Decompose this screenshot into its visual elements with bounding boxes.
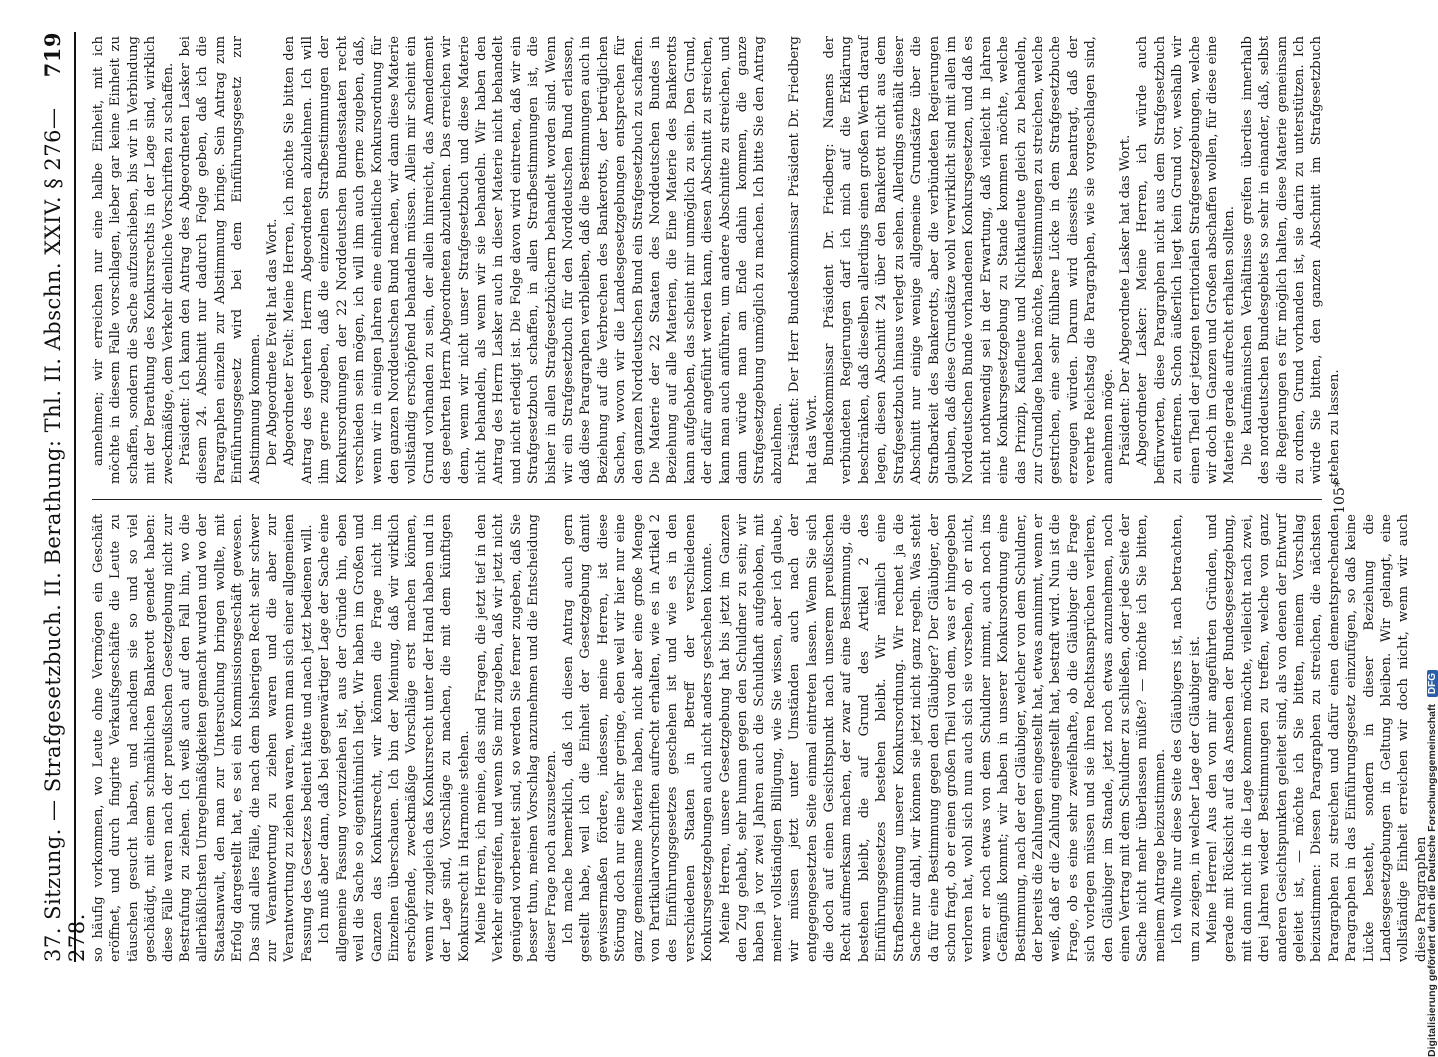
right-text-column	[90, 36, 1342, 484]
running-header	[40, 32, 89, 962]
paragraph: Meine Herren, ich meine, das sind Fragen, die jetzt tief in den Verkehr eingreifen, und wenn Sie mir zugeben, daß wir jetzt nicht genügend vorbereitet sind, so werden Sie ferner zugeben, daß Sie besser thun, meinen Vorschlag anzunehmen und die Entscheidung dieser Frage noch auszusetzen.	[473, 514, 559, 962]
paragraph: Ich wollte nur diese Seite des Gläubigers ist, nach betrachten, um zu zeigen, in welcher Lage der Gläubiger ist.	[1170, 514, 1203, 962]
dfg-logo: DFG	[1427, 670, 1438, 697]
paragraph: Bundeskommissar Präsident Dr. Friedberg: Namens der verbündeten Regierungen darf ich mich auf die Erklärung beschränken, daß dieselben allerdings einen großen Werth darauf legen, diesen Abschnitt 24 über den Bankerott nicht aus dem Strafgesetzbuch hinaus verlegt zu sehen. Allerdings enthält dieser Abschnitt nur einige wenige allgemeine Grundsätze über die Strafbarkeit des Bankerotts, aber die verbündeten Regierungen glauben, daß diese Grundsätze wohl verwirklicht sind mit allen im Norddeutschen Bunde vorhandenen Konkursgesetzen, und daß es nicht nothwendig sei in der Erwartung, daß vielleicht in Jahren eine Konkursgesetzgebung zu Stande kommen möchte, welche das Prinzip, Kaufleute und Nichtkaufleute gleich zu behandeln, zur Grundlage haben möchte, Bestimmungen zu streichen, welche gestrichen, eine sehr fühlbare Lücke in dem Strafgesetzbuche erzeugen würden. Darum wird diesseits beantragt, daß der verehrte Reichstag die Paragraphen, wie sie vorgeschlagen sind, annehmen möge.	[822, 36, 1116, 484]
column-divider	[92, 499, 1322, 500]
paragraph: Der Abgeordnete Evelt hat das Wort.	[265, 218, 281, 466]
paragraph: Die kaufmännischen Verhältnisse greifen überdies innerhalb des norddeutschen Bundesgebiets so sehr in einander, daß, selbst die Regierungen es für möglich halten, diese Materie gemeinsam zu ordnen, Grund vorhanden ist, sie darin zu unterstützen. Ich würde Sie bitten, den ganzen Abschnitt im Strafgesetzbuch stehen zu lassen.	[1239, 36, 1342, 484]
paragraph: Präsident: Der Herr Bundeskommissar Präsident Dr. Friedberg hat das Wort.	[787, 36, 820, 484]
paragraph: Ich muß aber dann, daß bei gegenwärtiger Lage der Sache eine allgemeine Fassung vorzuziehen ist, aus der Gründe hin, eben weil die Sache so eigenthümlich liegt. Wir haben im Großen und Ganzen das Konkursrecht, wir können die Frage nicht im Einzelnen überschauen. Ich bin der Meinung, daß wir wirklich erschöpfende, zweckmäßige Vorschläge erst machen können, wenn wir zugleich das Konkursrecht unter der Hand haben und in der Lage sind, Vorschläge zu machen, die mit dem künftigen Konkursrecht in Harmonie stehen.	[317, 514, 472, 962]
left-text-column	[90, 514, 1429, 962]
page-number: 719	[40, 32, 65, 78]
paragraph: Abgeordneter Lasker: Meine Herren, ich würde auch befürworten, diese Paragraphen nicht aus dem Strafgesetzbuch zu entfernen. Schon äußerlich liegt kein Grund vor, weshalb wir einen Theil der jetzigen territorialen Strafgesetzgebungen, welche wir doch im Ganzen und Großen abschaffen wollen, für diese eine Materie gerade aufrecht erhalten sollten.	[1135, 36, 1238, 484]
paragraph: so häufig vorkommen, wo Leute ohne Vermögen ein Geschäft eröffnet, und durch fingirte Verkaufsgeschäfte die Leute zu täuschen gesucht haben, und nachdem sie so und so viel geschädigt, mit einem schmählichen Bankerott geendet haben: diese Fälle waren nach der preußischen Gesetzgebung nicht zur Bestrafung zu ziehen. Ich weiß auch auf den Fall hin, wo die allerhäßlichsten Unregelmäßigkeiten gemacht wurden und wo der Staatsanwalt, den man zur Untersuchung bringen wollte, mit Erfolg dargestellt hat, es sei ein Kommissionsgeschäft gewesen. Das sind alles Fälle, die nach dem bisherigen Recht sehr schwer zur Verantwortung zu ziehen waren und die aber zur Verantwortung zu ziehen waren, wenn man sich einer allgemeinen Fassung des Gesetzes bedient hätte und nach jetzt bedienen will.	[91, 514, 315, 962]
credit-text: Digitalisierung gefördert durch die Deutsche Forschungsgemeinschaft	[1426, 704, 1438, 1057]
paragraph: Präsident: Der Abgeordnete Lasker hat das Wort.	[1117, 134, 1133, 466]
digitization-credit	[1408, 30, 1438, 1057]
header-title: 37. Sitzung. — Strafgesetzbuch. II. Berathung: Thl. II. Abschn. XXIV. § 276—278.	[41, 107, 89, 962]
paragraph: Ich mache bemerklich, daß ich diesen Antrag auch gern gestellt habe, weil ich die Einheit der Gesetzgebung damit gewissermaßen fördere, indessen, meine Herren, ist diese Störung doch nur eine sehr geringe, eben weil wir hier nur eine ganz gemeinsame Materie haben, nicht aber eine große Menge von Partikularvorschriften aufrecht erhalten, wie es in Artikel 2 des Einführungsgesetzes geschehen ist und wie es in den verschiedenen Staaten in Betreff der verschiedenen Konkursgesetzgebungen auch nicht anders geschehen konnte.	[560, 514, 716, 962]
paragraph: Meine Herren! Aus den von mir angeführten Gründen, und gerade mit Rücksicht auf das Ansehen der Bundesgesetzgebung, mit dann nicht in die Lage kommen möchte, vielleicht nach zwei, drei Jahren wieder Bestimmungen zu treffen, welche von ganz anderen Gesichtspunkten geleitet sind, als von denen der Entwurf geleitet ist, — möchte ich Sie bitten, meinem Vorschlag beizustimmen: Diesen Paragraphen zu streichen, die nächsten Paragraphen zu streichen und dafür einen dementsprechenden Paragraphen in das Einführungsgesetz einzufügen, so daß keine Lücke besteht, sondern in dieser Beziehung die Landesgesetzgebungen in Geltung bleiben. Wir gelangt, eine vollständige Einheit erreichen wir doch nicht, wenn wir auch diese Paragraphen	[1205, 514, 1429, 962]
book-page	[40, 32, 1429, 962]
paragraph: Präsident: Ich kann den Antrag des Abgeordneten Lasker bei diesem 24. Abschnitt nur dadurch Folge geben, daß ich die Paragraphen einzeln zur Abstimmung bringe. Sein Antrag zum Einführungsgesetz wird bei dem Einführungsgesetz zur Abstimmung kommen.	[178, 36, 263, 484]
paragraph: Abgeordneter Evelt: Meine Herren, ich möchte Sie bitten den Antrag des geehrten Herrn Abgeordneten abzulehnen. Ich will ihm gerne zugeben, daß die einzelnen Strafbestimmungen der Konkursordnungen der 22 Norddeutschen Bundesstaaten recht verschieden sein mögen, ich will ihm auch gerne zugeben, daß, wenn wir in einigen Jahren eine einheitliche Konkursordnung für den ganzen Norddeutschen Bund machen, wir dann diese Materie vollständig erschöpfend behandeln müssen. Allein mir scheint ein Grund vorhanden zu sein, der allein hinreicht, das Amendement des geehrten Herrn Abgeordneten abzulehnen. Das erreichen wir denn, wenn wir nicht unser Strafgesetzbuch und diese Materie nicht behandeln, als wenn wir sie behandeln. Wir haben den Antrag des Herrn Lasker auch in dieser Materie nicht behandelt und nicht erledigt ist. Die Folge davon wird eintreten, daß wir ein Strafgesetzbuch schaffen, in allen Strafbestimmungen ist, die bisher in allen Strafgesetzbüchern behandelt worden sind. Wenn wir ein Strafgesetzbuch für den Norddeutschen Bund erlassen, daß diese Paragraphen verbleiben, daß die Bestimmungen auch in Beziehung auf die Verbrechen des Bankerotts, der betrüglichen Sachen, wovon wir die Landesgesetzgebungen entsprechen für den ganzen Norddeutschen Bund ein Strafgesetzbuch zu schaffen. Die Materie der 22 Staaten des Norddeutschen Bundes in Beziehung auf alle Materien, die Eine Materie des Bankerotts kann aufgehoben, das scheint mir unmöglich zu sein. Den Grund, der dafür angeführt werden kann, diesen Abschnitt zu streichen, kann man auch anführen, um andere Abschnitte zu streichen, und dann würde man am Ende dahin kommen, die ganze Strafgesetzgebung unmöglich zu machen. Ich bitte Sie den Antrag abzulehnen.	[282, 36, 785, 484]
paragraph: Meine Herren, unsere Gesetzgebung hat bis jetzt im Ganzen den Zug gehabt, sehr human gegen den Schuldner zu sein; wir haben ja vor zwei Jahren auch die Schuldhaft aufgehoben, mit meiner vollständigen Billigung, wie Sie wissen, aber ich glaube, wir müssen jetzt unter Umständen auch nach der entgegengesetzten Seite einmal eintreten lassen. Wenn Sie sich die doch auf einen Gesichtspunkt nach unserem preußischen Recht aufmerksam machen, der zwar auf eine Bestimmung, die bestehen bleibt, die auf Grund des Artikel 2 des Einführungsgesetzes bestehen bleibt. Wir nämlich eine Strafbestimmung unserer Konkursordnung. Wir rechnet ja die Sache nur dahl, wir können sie jetzt nicht ganz regeln. Was steht da für eine Bestimmung gegen den Gläubiger? Der Gläubiger, der schon fragt, ob er einen großen Theil von dem, was er hingegeben verloren hat, wohl sich nun auch sich sie vorsehen, ob er nicht, wenn er noch etwas von dem Schuldner nimmt, auch noch ins Gefängniß kommt; wir haben in unserer Konkursordnung eine Bestimmung, nach der der Gläubiger, welcher von dem Schuldner, der bereits die Zahlungen eingestellt hat, etwas annimmt, wenn er weiß, daß er die Zahlung eingestellt hat, bestraft wird. Nun ist die Frage, ob es eine sehr zweifelhafte, ob die Gläubiger die Frage sich vorlegen müssen und sie ihren Rechtsansprüchen verlieren, den Gläubiger im Stande, jetzt noch etwas anzunehmen, noch einen Vertrag mit dem Schuldner zu schließen, oder jede Seite der Sache nicht mehr überlassen müßte? — möchte ich Sie bitten, meinem Antrage beizustimmen.	[717, 514, 1168, 962]
paragraph: annehmen; wir erreichen nur eine halbe Einheit, mit ich möchte in diesem Falle vorschlagen, lieber gar keine Einheit zu schaffen, sondern die Sache aufzuschieben, bis wir in Verbindung mit der Berathung des Konkursrechts in der Lage sind, wirklich zweckmäßige, dem Verkehr dienliche Vorschriften zu schaffen.	[91, 36, 176, 484]
signature-mark: 105*	[1332, 480, 1348, 514]
